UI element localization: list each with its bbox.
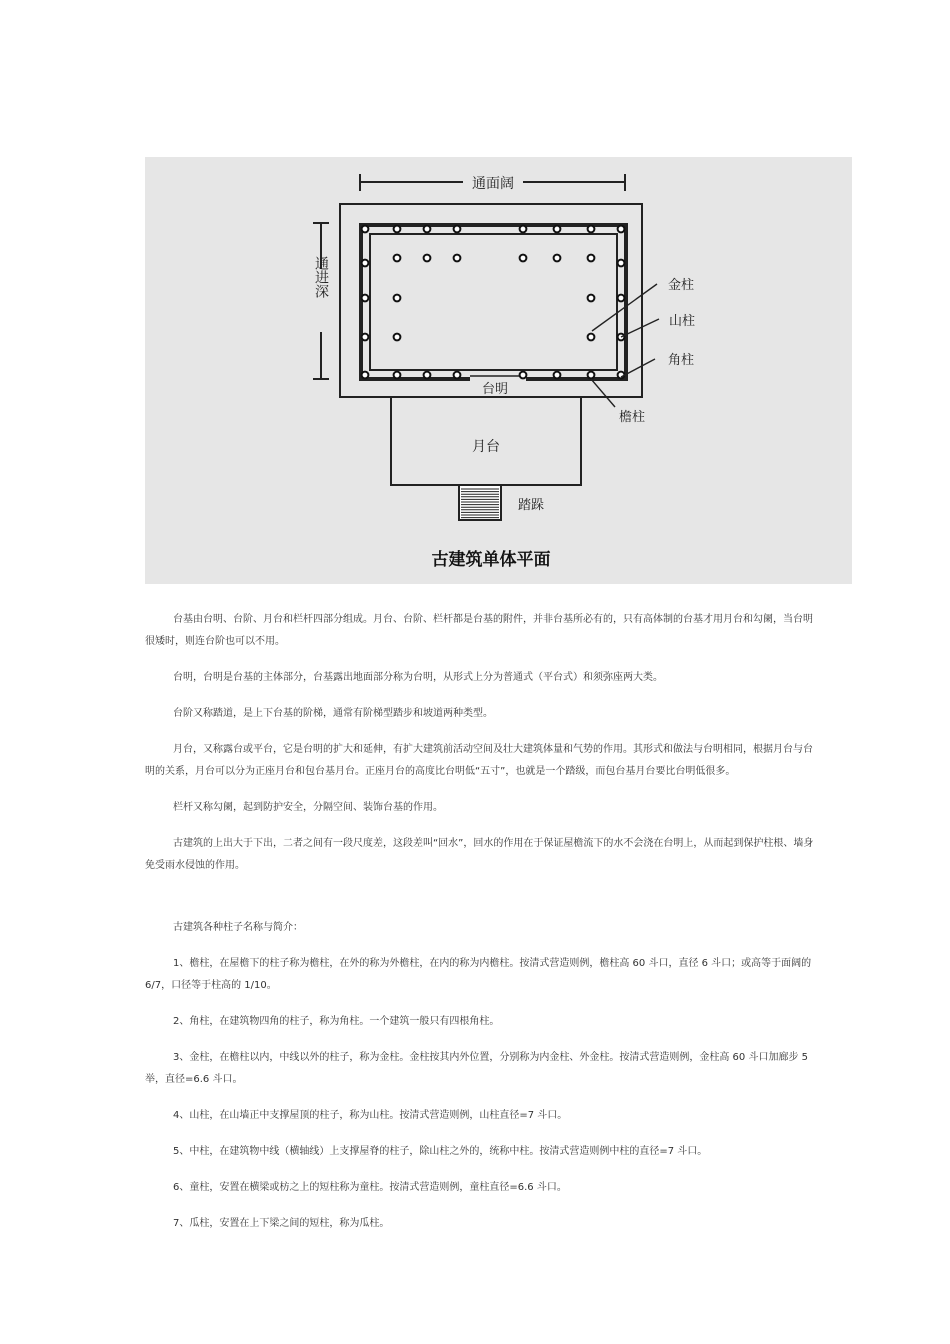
steps bbox=[459, 485, 501, 520]
column-marker bbox=[554, 255, 561, 262]
paragraph: 台基由台明、台阶、月台和栏杆四部分组成。月台、台阶、栏杆都是台基的附件，并非台基所必有的，只有高体制的台基才用月台和勾阑，当台明很矮时，则连台阶也可以不用。 bbox=[145, 614, 813, 647]
column-marker bbox=[424, 255, 431, 262]
column-marker bbox=[588, 295, 595, 302]
moon-terrace-label: 月台 bbox=[472, 439, 500, 455]
paragraph: 月台，又称露台或平台，它是台明的扩大和延伸，有扩大建筑前活动空间及壮大建筑体量和气势的作用。其形式和做法与台明相同，根据月台与台明的关系，月台可以分为正座月台和包台基月台。正座月台的高度比台明低“五寸”，也就是一个踏级，而包台基月台要比台明低很多。 bbox=[145, 744, 813, 777]
column-marker bbox=[454, 372, 461, 379]
list-item: 5、中柱，在建筑物中线（横轴线）上支撑屋脊的柱子，除山柱之外的，统称中柱。按清式营造则例中柱的直径=7 斗口。 bbox=[173, 1146, 708, 1157]
column-marker bbox=[554, 372, 561, 379]
column-marker bbox=[362, 260, 369, 267]
floor-plan-diagram bbox=[145, 157, 852, 584]
depth-dimension bbox=[313, 223, 329, 379]
corner-column-label: 角柱 bbox=[667, 353, 695, 368]
column-marker bbox=[454, 255, 461, 262]
columns bbox=[362, 226, 625, 379]
list-item: 3、金柱，在檐柱以内，中线以外的柱子，称为金柱。金柱按其内外位置，分别称为内金柱、外金柱。按清式营造则例，金柱高 60 斗口加廊步 5 举，直径=6.6 斗口。 bbox=[145, 1052, 808, 1085]
column-marker bbox=[618, 260, 625, 267]
width-label: 通面阔 bbox=[472, 176, 514, 192]
wall-outline bbox=[361, 225, 626, 379]
list-item: 6、童柱，安置在横梁或枋之上的短柱称为童柱。按清式营造则例，童柱直径=6.6 斗口。 bbox=[173, 1182, 567, 1193]
figure-title: 古建筑单体平面 bbox=[431, 550, 551, 570]
paragraph: 台明，台明是台基的主体部分，台基露出地面部分称为台明，从形式上分为普通式（平台式）和须弥座两大类。 bbox=[173, 672, 663, 683]
paragraph: 古建筑的上出大于下出，二者之间有一段尺度差，这段差叫“回水”，回水的作用在于保证屋檐流下的水不会浇在台明上，从而起到保护柱根、墙身免受雨水侵蚀的作用。 bbox=[145, 838, 814, 871]
column-marker bbox=[588, 372, 595, 379]
list-item: 2、角柱，在建筑物四角的柱子，称为角柱。一个建筑一般只有四根角柱。 bbox=[173, 1016, 500, 1027]
column-marker bbox=[554, 226, 561, 233]
article-body bbox=[145, 609, 817, 1249]
column-marker bbox=[520, 372, 527, 379]
eave-column-label: 檐柱 bbox=[618, 410, 646, 425]
column-marker bbox=[362, 372, 369, 379]
depth-label: 通进深 bbox=[313, 256, 329, 298]
column-marker bbox=[394, 295, 401, 302]
gable-column-label: 山柱 bbox=[668, 314, 696, 329]
section-heading: 古建筑各种柱子名称与简介： bbox=[173, 922, 303, 933]
paragraph: 台阶又称踏道，是上下台基的阶梯，通常有阶梯型踏步和坡道两种类型。 bbox=[173, 708, 493, 719]
paragraph: 栏杆又称勾阑，起到防护安全，分隔空间、装饰台基的作用。 bbox=[173, 802, 443, 813]
column-marker bbox=[362, 226, 369, 233]
column-marker bbox=[424, 372, 431, 379]
column-marker bbox=[588, 255, 595, 262]
column-marker bbox=[424, 226, 431, 233]
platform-outline bbox=[340, 204, 642, 397]
gold-column-label: 金柱 bbox=[667, 278, 695, 293]
column-marker bbox=[618, 295, 625, 302]
steps-label: 踏跺 bbox=[517, 498, 545, 513]
column-marker bbox=[618, 226, 625, 233]
column-marker bbox=[394, 334, 401, 341]
list-item: 4、山柱，在山墙正中支撑屋顶的柱子，称为山柱。按清式营造则例，山柱直径=7 斗口。 bbox=[173, 1110, 568, 1121]
column-marker bbox=[520, 255, 527, 262]
list-item: 7、瓜柱，安置在上下梁之间的短柱，称为瓜柱。 bbox=[173, 1218, 390, 1229]
column-marker bbox=[362, 334, 369, 341]
column-marker bbox=[362, 295, 369, 302]
list-item: 1、檐柱，在屋檐下的柱子称为檐柱，在外的称为外檐柱，在内的称为内檐柱。按清式营造则例，檐柱高 60 斗口，直径 6 斗口；或高等于面阔的 6/7，口径等于柱高的 1/10。 bbox=[145, 958, 812, 991]
column-marker bbox=[394, 226, 401, 233]
column-marker bbox=[394, 255, 401, 262]
platform-label: 台明 bbox=[481, 382, 509, 397]
floor-plan-figure bbox=[145, 157, 852, 584]
column-marker bbox=[588, 334, 595, 341]
column-marker bbox=[588, 226, 595, 233]
column-marker bbox=[394, 372, 401, 379]
column-marker bbox=[454, 226, 461, 233]
column-marker bbox=[520, 226, 527, 233]
